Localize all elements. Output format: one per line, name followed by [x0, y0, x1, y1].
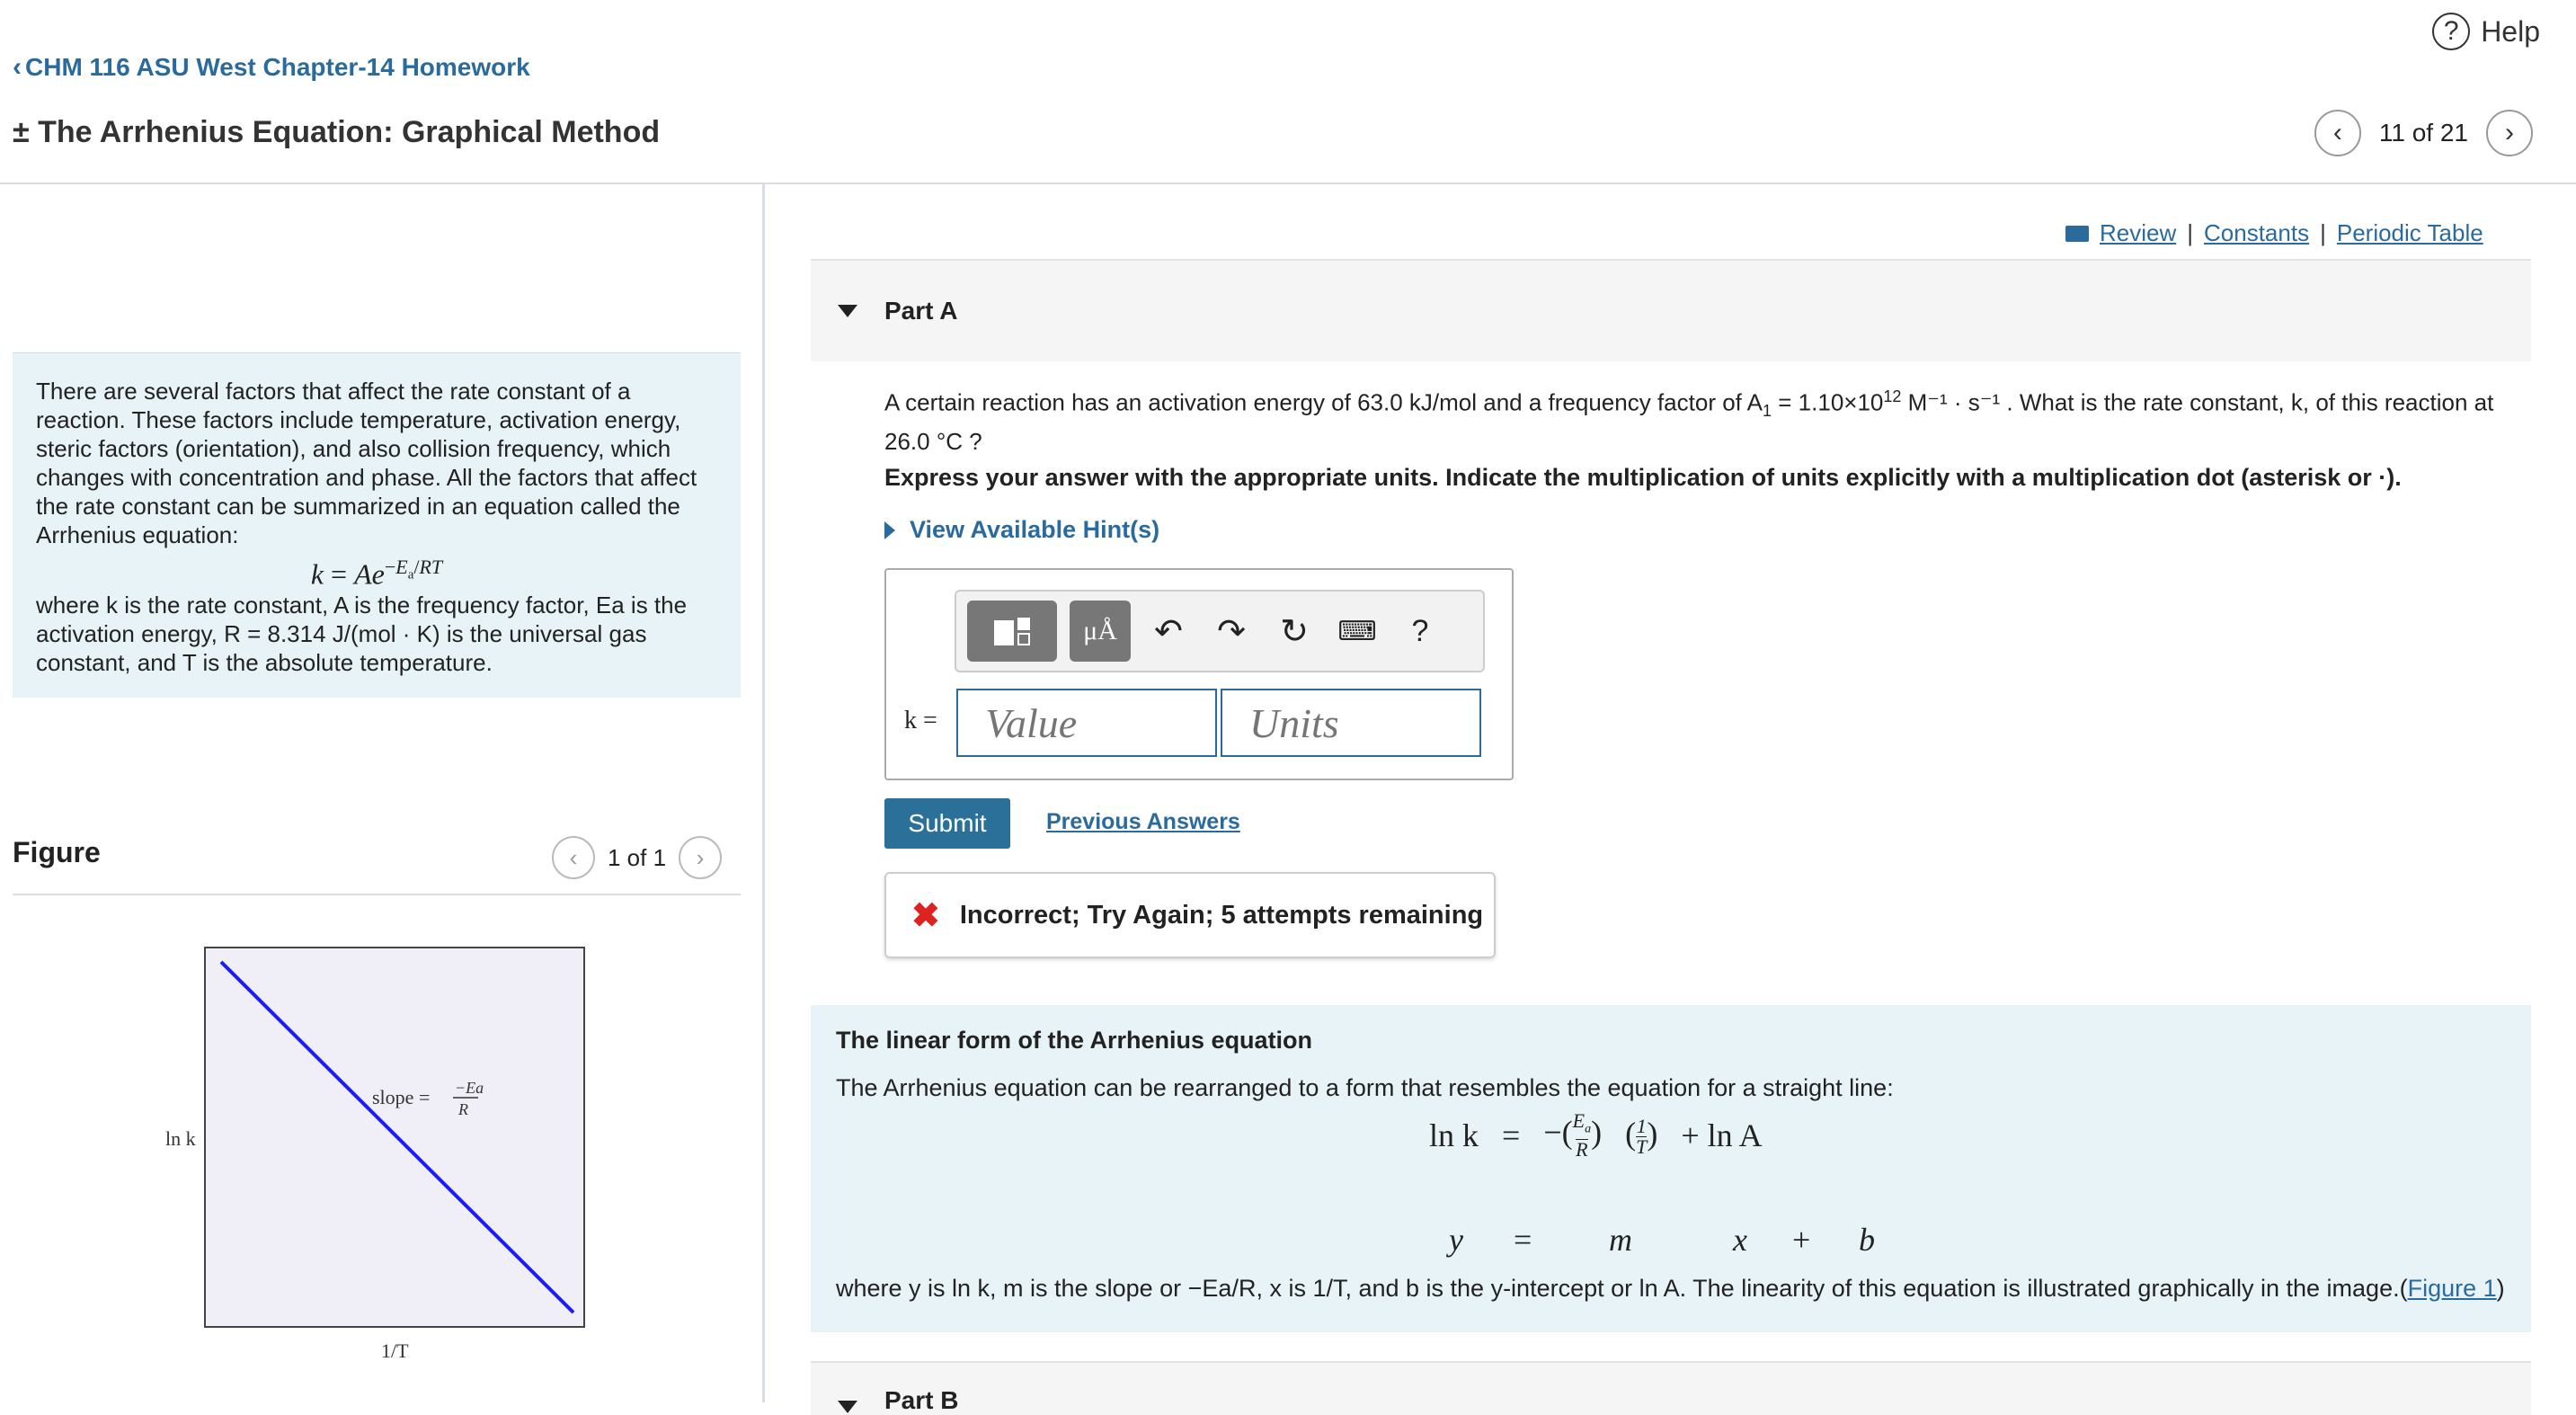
- link-separator: |: [2320, 219, 2326, 246]
- periodic-table-link[interactable]: Periodic Table: [2336, 219, 2483, 246]
- reset-icon[interactable]: ↻: [1280, 612, 1309, 651]
- intro-paragraph-2: where k is the rate constant, A is the frequency factor, Ea is the activation energy, R = 8.314 J/(mol · K) is the universal gas constant, and T is the absolute temperature.: [36, 592, 688, 677]
- back-link[interactable]: [13, 52, 530, 83]
- submit-button[interactable]: Submit: [884, 798, 1010, 849]
- next-item-button[interactable]: [2486, 110, 2533, 156]
- explanation-text: where y is ln k, m is the slope or −Ea/R, x is 1/T, and b is the y-intercept or ln A. The linearity of this equation is illustrated graphically in the image.(: [836, 1275, 2408, 1302]
- math-toolbar: [955, 590, 1485, 672]
- link-separator: |: [2187, 219, 2194, 246]
- chevron-right-icon: ›: [2505, 118, 2514, 147]
- inverse-t-term: ( $\frac{1}{T}$ ): [1625, 1114, 1658, 1158]
- help-button[interactable]: [2432, 13, 2540, 50]
- chevron-left-icon: ‹: [13, 52, 22, 82]
- intro-paragraph: There are several factors that affect the rate constant of a reaction. These factors include temperature, activation energy, steric factors (orientation), and also collision frequency, which changes with concentration and phase. All the factors that affect the rate constant can be summarized in an equation called the Arrhenius equation:: [36, 378, 697, 548]
- hints-label: View Available Hint(s): [910, 516, 1160, 543]
- header-divider: [0, 182, 2576, 184]
- question-part-2: = 1.10×10: [1772, 388, 1884, 416]
- intro-panel: [13, 352, 741, 698]
- figure-pager-text: 1 of 1: [608, 843, 667, 871]
- b-symbol: b: [1859, 1222, 1875, 1258]
- linear-form-panel: [811, 1005, 2531, 1332]
- chevron-right-icon: ›: [696, 843, 705, 871]
- question-exponent: 12: [1883, 387, 1902, 405]
- previous-answers-link[interactable]: Previous Answers: [1046, 809, 1240, 834]
- help-toolbar-button[interactable]: ?: [1411, 613, 1429, 648]
- figure-title: Figure: [13, 836, 101, 868]
- explanation-close: ): [2496, 1275, 2505, 1302]
- templates-button[interactable]: [967, 601, 1057, 662]
- equation-lhs: ln k: [1429, 1117, 1479, 1154]
- equation-rhs: + ln A: [1681, 1117, 1763, 1154]
- linear-form-heading: The linear form of the Arrhenius equation: [836, 1027, 1313, 1054]
- linear-form-intro: The Arrhenius equation can be rearranged to a form that resembles the equation for a straight line:: [836, 1074, 1894, 1101]
- page-title: ± The Arrhenius Equation: Graphical Method: [13, 115, 661, 149]
- back-label: CHM 116 ASU West Chapter-14 Homework: [25, 53, 530, 81]
- k-label: k =: [904, 707, 937, 734]
- x-axis-label: 1/T: [381, 1339, 409, 1362]
- m-symbol: m: [1609, 1222, 1632, 1258]
- y-symbol: y: [1449, 1222, 1463, 1258]
- question-part-3: M⁻¹ · s⁻¹ . What is the rate constant, k, of this reaction at 26.0 °C ?: [884, 388, 2494, 455]
- slope-term: −( $\frac{E_a}{R}$ ): [1543, 1109, 1603, 1161]
- collapse-triangle-icon: [838, 305, 857, 317]
- prev-figure-button[interactable]: [552, 836, 595, 879]
- feedback-text: Incorrect; Try Again; 5 attempts remaining: [959, 900, 1484, 930]
- slope-label: slope =: [372, 1086, 431, 1108]
- x-symbol: x: [1733, 1222, 1747, 1258]
- equation-equals: =: [1502, 1117, 1521, 1154]
- units-button[interactable]: μÅ: [1070, 601, 1131, 662]
- figure-pager: [552, 836, 722, 879]
- plus-symbol: +: [1792, 1222, 1811, 1258]
- part-b-label: Part B: [884, 1386, 959, 1414]
- expand-triangle-icon: [884, 521, 895, 539]
- figure-1-link[interactable]: Figure 1: [2407, 1275, 2497, 1302]
- pager-text: 11 of 21: [2378, 119, 2468, 147]
- value-input[interactable]: [956, 689, 1217, 757]
- item-pager: [2314, 110, 2533, 156]
- question-text: A certain reaction has an activation energy of 63.0 kJ/mol and a frequency factor of $A_1 = 1.10\times 10^{12}$ M⁻¹ · s⁻¹ . What is the rate constant, k, of this reaction at 26.0 °C ?: [884, 387, 2494, 455]
- undo-icon[interactable]: ↶: [1154, 612, 1183, 651]
- part-a-label: Part A: [884, 297, 958, 325]
- hints-toggle[interactable]: [884, 516, 1159, 544]
- panel-divider[interactable]: [762, 184, 765, 1402]
- book-icon: [2065, 226, 2089, 242]
- equals-symbol: =: [1514, 1222, 1532, 1258]
- help-label: Help: [2481, 14, 2540, 48]
- chevron-left-icon: ‹: [2332, 118, 2342, 147]
- redo-icon[interactable]: ↷: [1217, 612, 1246, 651]
- templates-icon: [994, 618, 1030, 645]
- arrhenius-plot: [153, 935, 620, 1366]
- keyboard-icon[interactable]: ⌨: [1337, 616, 1377, 646]
- review-link[interactable]: Review: [2100, 219, 2177, 246]
- reference-links: [2065, 219, 2483, 247]
- help-icon: ?: [2432, 13, 2470, 50]
- feedback-box: [884, 872, 1496, 958]
- slope-numerator: −Ea: [455, 1079, 484, 1097]
- error-x-icon: ✖: [911, 896, 940, 935]
- units-input[interactable]: [1221, 689, 1481, 757]
- figure-divider: [13, 894, 741, 895]
- part-a-header[interactable]: [811, 259, 2531, 361]
- prev-item-button[interactable]: [2314, 110, 2361, 156]
- chevron-left-icon: ‹: [569, 843, 578, 871]
- slope-denominator: R: [458, 1100, 468, 1118]
- linear-explanation: [836, 1275, 2508, 1303]
- question-part-1: A certain reaction has an activation energy of 63.0 kJ/mol and a frequency factor of A: [884, 388, 1763, 416]
- linear-equation: [1429, 1111, 1763, 1160]
- constants-link[interactable]: Constants: [2204, 219, 2310, 246]
- answer-instructions: Express your answer with the appropriate units. Indicate the multiplication of units explicitly with a multiplication dot (asterisk or ·).: [884, 464, 2402, 491]
- y-axis-label: ln k: [165, 1127, 196, 1150]
- collapse-triangle-icon: [838, 1401, 857, 1413]
- part-b-header[interactable]: [811, 1361, 2531, 1415]
- next-figure-button[interactable]: [679, 836, 722, 879]
- arrhenius-equation: $k = Ae^{-E_a/RT}$: [310, 556, 443, 591]
